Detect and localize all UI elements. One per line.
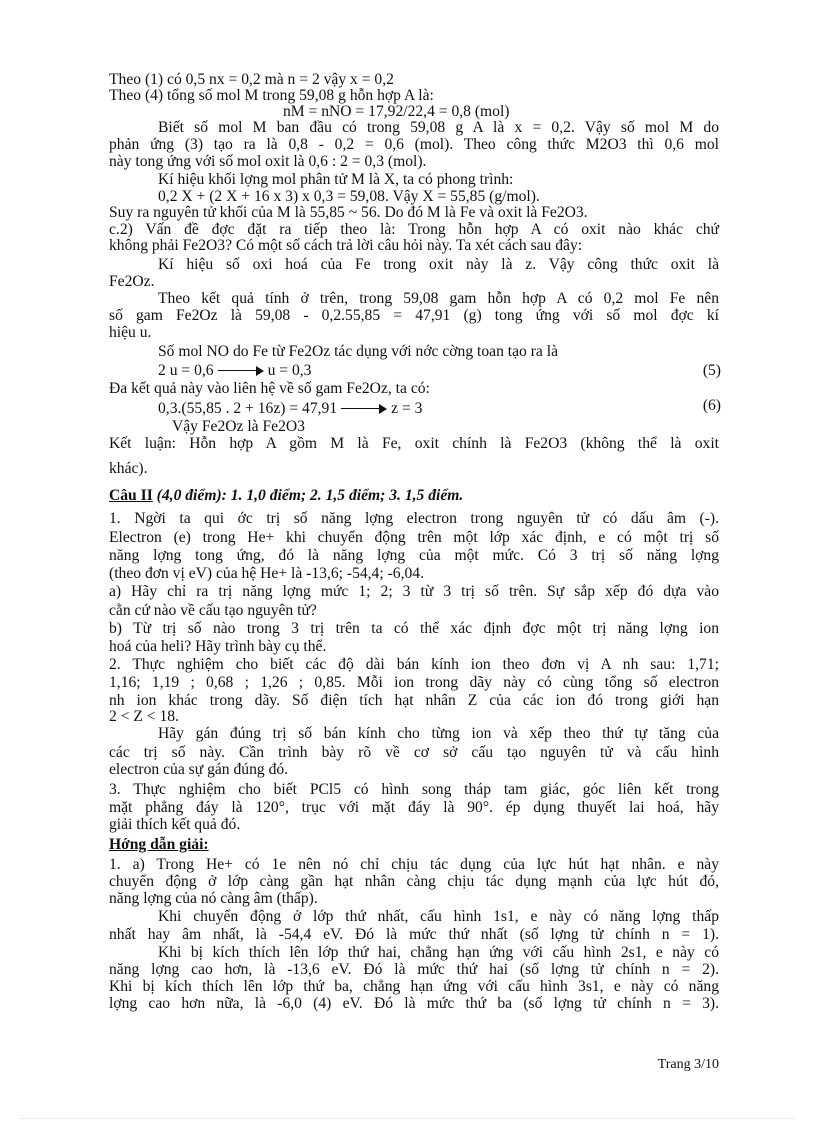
section-points: (4,0 điểm): 1. 1,0 điểm; 2. 1,5 điểm; 3. 1,5 điểm.	[152, 487, 464, 504]
equation-5	[158, 363, 311, 379]
equation-right: z = 3	[391, 400, 423, 417]
text-line: năng lợng cao hơn, là -13,6 eV. Đó là mức thứ hai (số lợng tử chính n = 2).	[109, 961, 719, 978]
text-line: a) Hãy chỉ ra trị năng lợng mức 1; 2; 3 từ 3 trị số trên. Sự sắp xếp đó dựa vào	[109, 583, 719, 600]
text-line: cằn cứ nào về cấu tạo nguyên tử?	[109, 602, 317, 619]
text-line: số gam Fe2Oz là 59,08 - 0,2.55,85 = 47,91 (g) tong ứng với số mol đợc kí	[109, 307, 719, 324]
text-line: Theo (4) tổng số mol M trong 59,08 g hỗn hợp A là:	[109, 87, 434, 104]
text-line: lợng cao hơn nữa, là -6,0 (4) eV. Đó là mức thứ ba (số lợng tử chính n = 3).	[109, 995, 719, 1012]
text-line: 3. Thực nghiệm cho biết PCl5 có hình song tháp tam giác, góc liên kết trong	[109, 781, 719, 798]
text-line: Kí hiệu khối lợng mol phân tử M là X, ta có phong trình:	[158, 171, 514, 188]
equation-number: (6)	[702, 397, 721, 414]
text-line: này tong ứng với số mol oxit là 0,6 : 2 = 0,3 (mol).	[109, 153, 427, 170]
text-line: b) Từ trị số nào trong 3 trị trên ta có thể xác định đợc một trị năng lợng ion	[109, 620, 719, 637]
text-line: Electron (e) trong He+ khi chuyển động trên một lớp xác định, e có một trị số	[109, 529, 719, 546]
text-line: năng lợng tong ứng, đó là năng lợng của một mức. Có 3 trị số năng lợng	[109, 547, 719, 564]
text-line: electron của sự gán đúng đó.	[109, 761, 289, 778]
text-line: nhất hay âm nhất, là -54,4 eV. Đó là mức thứ nhất (số lợng tử chính n = 1).	[109, 926, 719, 943]
text-line: 1. a) Trong He+ có 1e nên nó chỉ chịu tác dụng của lực hút hạt nhân. e này	[109, 856, 719, 873]
text-line: c.2) Vấn đề đợc đặt ra tiếp theo là: Trong hỗn hợp A có oxit nào khác chứ	[109, 221, 719, 238]
text-line: 2 < Z < 18.	[109, 708, 179, 725]
text-line: 1. Ngời ta qui ớc trị số năng lợng electron trong nguyên tử có dấu âm (-).	[109, 510, 719, 527]
text-line: Suy ra nguyên tử khối của M là 55,85 ~ 56. Do đó M là Fe và oxit là Fe2O3.	[109, 204, 588, 221]
text-line: (theo đơn vị eV) của hệ He+ là -13,6; -54,4; -6,04.	[109, 565, 424, 582]
text-line: Theo (1) có 0,5 nx = 0,2 mà n = 2 vậy x = 0,2	[109, 71, 394, 88]
text-line: hiệu u.	[109, 324, 152, 341]
text-line: hoá của heli? Hãy trình bày cụ thể.	[109, 638, 327, 655]
text-line: năng lợng của nó càng âm (thấp).	[109, 890, 318, 907]
text-line: Hãy gán đúng trị số bán kính cho từng ion và xếp theo thứ tự tăng của	[158, 725, 719, 742]
text-line: Số mol NO do Fe từ Fe2Oz tác dụng với nớc cờng toan tạo ra là	[158, 343, 559, 360]
text-line: Fe2Oz.	[109, 273, 155, 290]
text-line: Khi bị kích thích lên lớp thứ hai, chẳng hạn ứng với cấu hình 2s1, e này có	[158, 944, 719, 961]
text-line: nh ion khác trong dãy. Số điện tích hạt nhân Z của các ion đó trong giới hạn	[109, 692, 719, 709]
text-line: các trị số này. Cần trình bày rõ về cơ sở cấu tạo nguyên tử và cấu hình	[109, 744, 719, 761]
text-line: Kí hiệu số oxi hoá của Fe trong oxit này là z. Vậy công thức oxit là	[158, 256, 719, 273]
text-line: Vậy Fe2Oz là Fe2O3	[172, 418, 305, 435]
equation-6	[158, 401, 422, 417]
text-line: Kết luận: Hỗn hợp A gồm M là Fe, oxit chính là Fe2O3 (không thể là oxit	[109, 435, 719, 452]
equation-right: u = 0,3	[267, 362, 312, 379]
text-line: mặt phẳng đáy là 120°, trục với mặt đáy là 90°. ép dụng thuyết lai hoá, hãy	[109, 799, 719, 816]
right-arrow-icon	[341, 404, 387, 414]
text-line: Khi bị kích thích lên lớp thứ ba, chẳng hạn ứng với cấu hình 3s1, e này có năng	[109, 978, 719, 995]
text-line: khác).	[109, 460, 148, 477]
text-line: Khi chuyển động ở lớp thứ nhất, cấu hình 1s1, e này có năng lợng thấp	[158, 908, 719, 925]
text-line: không phải Fe2O3? Có một số cách trả lời câu hỏi này. Ta xét cách sau đây:	[109, 237, 583, 254]
equation-left: 0,3.(55,85 . 2 + 16z) = 47,91	[158, 400, 338, 417]
text-line: 1,16; 1,19 ; 0,68 ; 1,26 ; 0,85. Mỗi ion trong dãy này có cùng tổng số electron	[109, 674, 719, 691]
equation-line: nM = nNO = 17,92/22,4 = 0,8 (mol)	[283, 103, 510, 120]
text-line: Đa kết quả này vào liên hệ về số gam Fe2Oz, ta có:	[109, 380, 430, 397]
text-line: 2. Thực nghiệm cho biết các độ dài bán kính ion theo đơn vị A nh sau: 1,71;	[109, 656, 719, 673]
text-line: Theo kết quả tính ở trên, trong 59,08 gam hỗn hợp A có 0,2 mol Fe nên	[158, 290, 719, 307]
text-line: Biết số mol M ban đầu có trong 59,08 g A là x = 0,2. Vậy số mol M do	[158, 119, 719, 136]
equation-number: (5)	[702, 362, 721, 379]
equation-left: 2 u = 0,6	[158, 362, 214, 379]
solution-heading: Hớng dẫn giải:	[109, 836, 209, 853]
equation-line: 0,2 X + (2 X + 16 x 3) x 0,3 = 59,08. Vậy X = 55,85 (g/mol).	[158, 188, 540, 205]
text-line: chuyển động ở lớp càng gần hạt nhân càng chịu tác dụng mạnh của lực hút đó,	[109, 873, 719, 890]
section-title: Câu II	[109, 487, 153, 504]
section-heading	[109, 488, 463, 504]
page-number: Trang 3/10	[657, 1057, 719, 1072]
text-line: phản ứng (3) tạo ra là 0,8 - 0,2 = 0,6 (mol). Theo công thức M2O3 thì 0,6 mol	[109, 136, 719, 153]
text-line: giải thích kết quả đó.	[109, 816, 241, 833]
right-arrow-icon	[218, 366, 264, 376]
page-divider	[20, 1118, 796, 1119]
